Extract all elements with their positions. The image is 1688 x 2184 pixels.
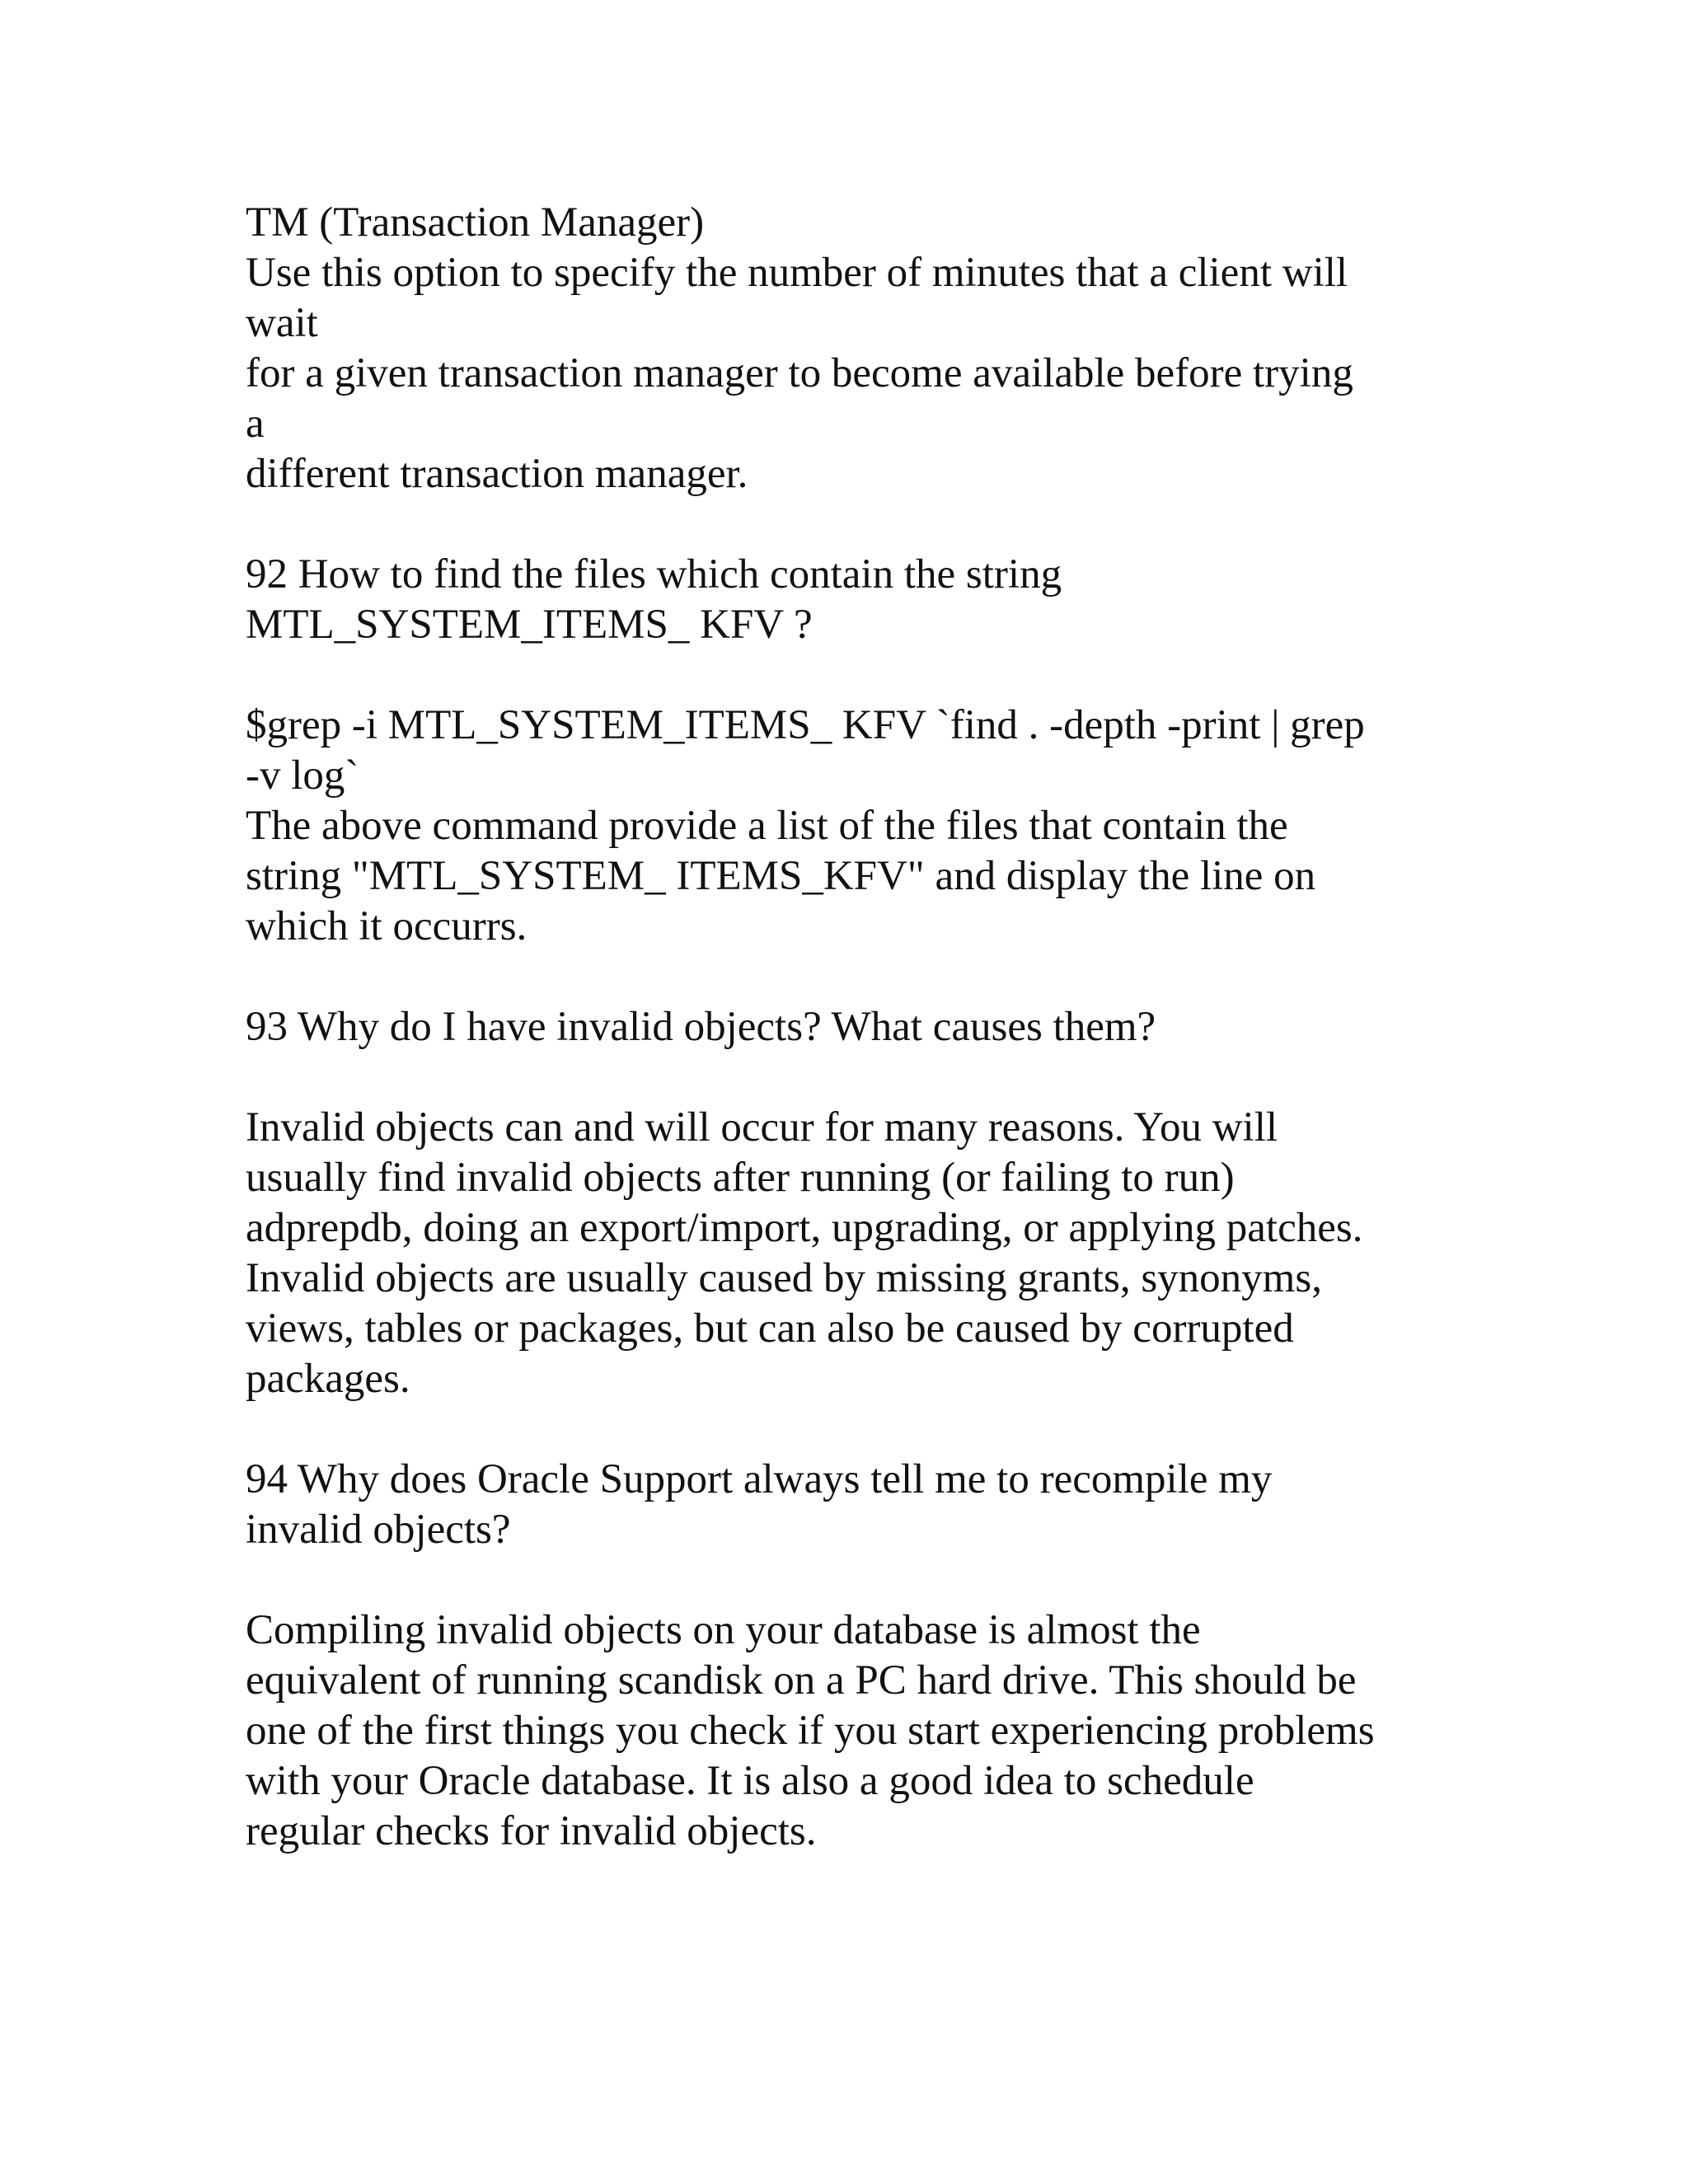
- answer-line: packages.: [246, 1356, 410, 1402]
- answer-92: [246, 701, 1482, 952]
- answer-line: which it occurrs.: [246, 903, 528, 949]
- section-heading: TM (Transaction Manager): [246, 199, 705, 246]
- answer-line: views, tables or packages, but can also be caused by corrupted: [246, 1305, 1294, 1352]
- paragraph-gap: [246, 952, 1482, 1002]
- answer-line: usually find invalid objects after running (or failing to run): [246, 1155, 1235, 1201]
- answer-line: equivalent of running scandisk on a PC hard drive. This should be: [246, 1657, 1357, 1704]
- document-page: [246, 198, 1482, 1857]
- paragraph-gap: [246, 650, 1482, 701]
- command-line: $grep -i MTL_SYSTEM_ITEMS_ KFV `find . -depth -print | grep: [246, 702, 1365, 748]
- answer-line: Invalid objects can and will occur for many reasons. You will: [246, 1104, 1278, 1151]
- text-line: Use this option to specify the number of minutes that a client will: [246, 250, 1348, 296]
- question-line: MTL_SYSTEM_ITEMS_ KFV ?: [246, 602, 813, 648]
- paragraph-gap: [246, 499, 1482, 550]
- paragraph-gap: [246, 1404, 1482, 1455]
- question-line: 92 How to find the files which contain the string: [246, 551, 1062, 598]
- answer-line: regular checks for invalid objects.: [246, 1808, 817, 1854]
- command-line: -v log`: [246, 752, 359, 799]
- paragraph-gap: [246, 1052, 1482, 1103]
- question-93: [246, 1002, 1482, 1052]
- question-92: [246, 550, 1482, 650]
- answer-93: [246, 1103, 1482, 1404]
- question-line: 93 Why do I have invalid objects? What causes them?: [246, 1004, 1156, 1050]
- paragraph-gap: [246, 1555, 1482, 1605]
- text-line: wait: [246, 300, 318, 346]
- answer-line: string "MTL_SYSTEM_ ITEMS_KFV" and display the line on: [246, 853, 1316, 899]
- text-line: a: [246, 401, 265, 447]
- question-94: [246, 1455, 1482, 1555]
- answer-line: Invalid objects are usually caused by missing grants, synonyms,: [246, 1255, 1322, 1301]
- answer-line: with your Oracle database. It is also a good idea to schedule: [246, 1758, 1254, 1804]
- answer-line: adprepdb, doing an export/import, upgrading, or applying patches.: [246, 1205, 1363, 1251]
- text-line: for a given transaction manager to become available before trying: [246, 350, 1353, 396]
- answer-line: Compiling invalid objects on your database is almost the: [246, 1607, 1201, 1653]
- text-line: different transaction manager.: [246, 451, 748, 497]
- answer-94: [246, 1605, 1482, 1857]
- tm-section: [246, 198, 1482, 499]
- answer-line: one of the first things you check if you start experiencing problems: [246, 1708, 1375, 1754]
- question-line: 94 Why does Oracle Support always tell me to recompile my: [246, 1456, 1273, 1502]
- answer-line: The above command provide a list of the files that contain the: [246, 803, 1288, 849]
- question-line: invalid objects?: [246, 1507, 511, 1553]
